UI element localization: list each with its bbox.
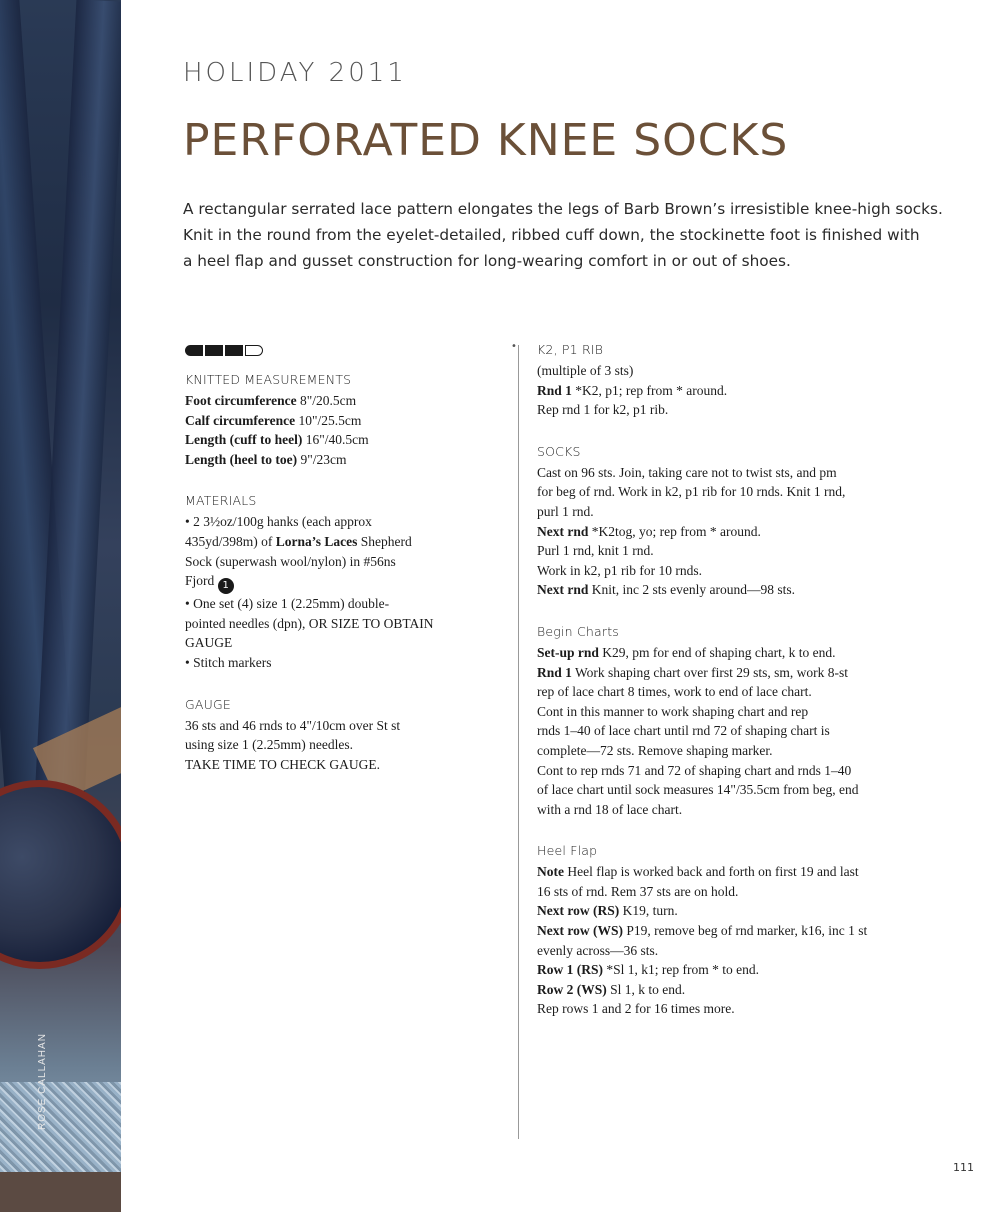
materials-section [185, 491, 505, 672]
charts-heading: Begin Charts [537, 623, 620, 639]
divider-dot: • [511, 341, 517, 352]
yarn-weight-icon: 1 [218, 578, 234, 594]
measurement-row: Length (heel to toe) 9"/23cm [185, 451, 347, 467]
intro-line: a heel flap and gusset construction for long-wearing comfort in or out of shoes. [183, 252, 791, 270]
intro-line: Knit in the round from the eyelet-detailed, ribbed cuff down, the stockinette foot is finished with [183, 226, 920, 244]
gauge-section [185, 695, 505, 775]
socks-section [537, 442, 977, 600]
heel-line: 16 sts of rnd. Rem 37 sts are on hold. [537, 883, 739, 899]
materials-line: • One set (4) size 1 (2.25mm) double- [185, 596, 390, 612]
rib-line: Rnd 1 *K2, p1; rep from * around. [537, 382, 728, 398]
measurement-row: Calf circumference 10"/25.5cm [185, 412, 362, 428]
materials-line: • Stitch markers [185, 654, 272, 670]
socks-line: Cast on 96 sts. Join, taking care not to twist sts, and pm [537, 464, 837, 480]
socks-line: Next rnd Knit, inc 2 sts evenly around—98 sts. [537, 582, 795, 598]
intro-paragraph [183, 196, 973, 274]
heel-line: Note Heel flap is worked back and forth on first 19 and last [537, 864, 859, 880]
gauge-line: using size 1 (2.25mm) needles. [185, 737, 353, 753]
right-column [537, 340, 977, 1041]
intro-line: A rectangular serrated lace pattern elongates the legs of Barb Brown’s irresistible knee-high socks. [183, 200, 943, 218]
rib-section [537, 340, 977, 420]
side-photo [0, 0, 121, 1212]
rib-line: Rep rnd 1 for k2, p1 rib. [537, 402, 669, 418]
heel-heading: Heel Flap [537, 843, 598, 859]
page-number: 111 [953, 1161, 974, 1174]
heel-line: Row 1 (RS) *Sl 1, k1; rep from * to end. [537, 962, 759, 978]
charts-line: of lace chart until sock measures 14"/35.5cm from beg, end [537, 782, 859, 798]
gauge-heading: GAUGE [185, 696, 231, 712]
socks-heading: SOCKS [537, 443, 581, 459]
column-divider [518, 345, 519, 1139]
charts-line: complete—72 sts. Remove shaping marker. [537, 742, 773, 758]
skill-level-icon [185, 345, 505, 356]
left-column [185, 345, 505, 796]
measurements-heading: KNITTED MEASUREMENTS [185, 372, 352, 387]
charts-line: rep of lace chart 8 times, work to end of lace chart. [537, 684, 812, 700]
socks-line: Next rnd *K2tog, yo; rep from * around. [537, 523, 761, 539]
rib-line: (multiple of 3 sts) [537, 363, 634, 378]
heel-line: evenly across—36 sts. [537, 942, 659, 958]
heel-line: Row 2 (WS) Sl 1, k to end. [537, 981, 686, 997]
charts-line: Cont to rep rnds 71 and 72 of shaping chart and rnds 1–40 [537, 762, 852, 778]
charts-line: Cont in this manner to work shaping chart and rep [537, 703, 809, 719]
heel-line: Next row (WS) P19, remove beg of rnd marker, k16, inc 1 st [537, 923, 868, 939]
materials-line: GAUGE [185, 635, 233, 651]
measurement-row: Length (cuff to heel) 16"/40.5cm [185, 432, 369, 448]
materials-line: 435yd/398m) of Lorna’s Laces Shepherd [185, 533, 412, 549]
rib-heading: K2, P1 RIB [537, 342, 604, 357]
charts-line: with a rnd 18 of lace chart. [537, 801, 683, 817]
socks-line: purl 1 rnd. [537, 503, 594, 519]
heel-section [537, 841, 977, 1019]
gauge-line: 36 sts and 46 rnds to 4"/10cm over St st [185, 717, 401, 733]
charts-line: rnds 1–40 of lace chart until rnd 72 of shaping chart is [537, 723, 830, 739]
measurements-section [185, 370, 505, 469]
pattern-title: PERFORATED KNEE SOCKS [183, 115, 789, 166]
charts-line: Rnd 1 Work shaping chart over first 29 sts, sm, work 8-st [537, 664, 849, 680]
charts-section [537, 622, 977, 819]
materials-line: • 2 3½oz/100g hanks (each approx [185, 514, 372, 530]
socks-line: Purl 1 rnd, knit 1 rnd. [537, 543, 654, 559]
materials-line: pointed needles (dpn), OR SIZE TO OBTAIN [185, 615, 434, 631]
measurement-row: Foot circumference 8"/20.5cm [185, 393, 357, 408]
heel-line: Rep rows 1 and 2 for 16 times more. [537, 1001, 735, 1017]
materials-line: Fjord 1 [185, 571, 505, 594]
materials-heading: MATERIALS [185, 493, 257, 509]
materials-line: Sock (superwash wool/nylon) in #56ns [185, 553, 396, 569]
gauge-line: TAKE TIME TO CHECK GAUGE. [185, 756, 381, 772]
issue-kicker: HOLIDAY 2011 [183, 58, 407, 88]
socks-line: for beg of rnd. Work in k2, p1 rib for 10 rnds. Knit 1 rnd, [537, 484, 846, 500]
socks-line: Work in k2, p1 rib for 10 rnds. [537, 562, 703, 578]
photo-credit: ROSE CALLAHAN [37, 1033, 48, 1130]
heel-line: Next row (RS) K19, turn. [537, 903, 678, 919]
charts-line: Set-up rnd K29, pm for end of shaping chart, k to end. [537, 644, 836, 660]
